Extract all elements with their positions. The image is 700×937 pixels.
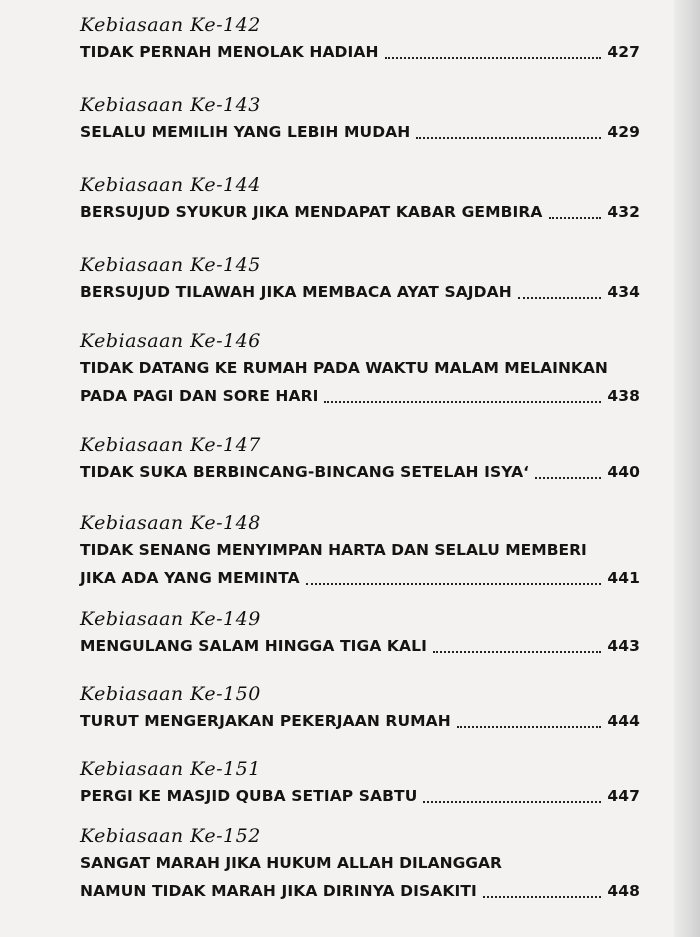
entry-title: TIDAK PERNAH MENOLAK HADIAH: [80, 43, 379, 61]
toc-entry-146: [80, 330, 640, 407]
page-number: 441: [607, 569, 640, 587]
entry-heading: Kebiasaan Ke-152: [80, 825, 261, 847]
toc-entry-142: [80, 14, 640, 63]
page-number: 444: [607, 712, 640, 730]
dot-leader: [385, 52, 602, 59]
entry-title-row[interactable]: [80, 711, 640, 732]
entry-heading: Kebiasaan Ke-147: [80, 434, 261, 456]
entry-title-line[interactable]: TIDAK DATANG KE RUMAH PADA WAKTU MALAM MELAINKAN: [80, 359, 608, 377]
dot-leader: [416, 132, 601, 139]
entry-heading: Kebiasaan Ke-150: [80, 683, 261, 705]
page-number: 434: [607, 283, 640, 301]
page-number: 443: [607, 637, 640, 655]
entry-title: PERGI KE MASJID QUBA SETIAP SABTU: [80, 787, 418, 805]
dot-leader: [483, 891, 601, 898]
entry-title-row[interactable]: [80, 568, 640, 589]
entry-title: TURUT MENGERJAKAN PEKERJAAN RUMAH: [80, 712, 451, 730]
dot-leader: [535, 472, 601, 479]
entry-heading: Kebiasaan Ke-148: [80, 512, 261, 534]
entry-heading: Kebiasaan Ke-144: [80, 174, 261, 196]
entry-title: BERSUJUD TILAWAH JIKA MEMBACA AYAT SAJDAH: [80, 283, 512, 301]
dot-leader: [457, 721, 602, 728]
dot-leader: [549, 212, 602, 219]
toc-entry-151: [80, 758, 640, 807]
dot-leader: [423, 796, 601, 803]
toc-entry-150: [80, 683, 640, 732]
entry-heading: Kebiasaan Ke-145: [80, 254, 261, 276]
page-number: 448: [607, 882, 640, 900]
entry-title: BERSUJUD SYUKUR JIKA MENDAPAT KABAR GEMBIRA: [80, 203, 543, 221]
entry-title-row[interactable]: [80, 42, 640, 63]
dot-leader: [306, 578, 602, 585]
toc-entry-152: [80, 825, 640, 902]
toc-entry-145: [80, 254, 640, 303]
entry-heading: Kebiasaan Ke-143: [80, 94, 261, 116]
entry-heading: Kebiasaan Ke-151: [80, 758, 261, 780]
page-number: 427: [607, 43, 640, 61]
entry-title: MENGULANG SALAM HINGGA TIGA KALI: [80, 637, 427, 655]
entry-title: TIDAK SUKA BERBINCANG-BINCANG SETELAH ISYA‘: [80, 463, 530, 481]
entry-title: SELALU MEMILIH YANG LEBIH MUDAH: [80, 123, 411, 141]
toc-entry-148: [80, 512, 640, 589]
entry-heading: Kebiasaan Ke-146: [80, 330, 261, 352]
entry-title: NAMUN TIDAK MARAH JIKA DIRINYA DISAKITI: [80, 882, 477, 900]
page-number: 447: [607, 787, 640, 805]
entry-title-row[interactable]: [80, 202, 640, 223]
entry-heading: Kebiasaan Ke-142: [80, 14, 261, 36]
dot-leader: [518, 292, 602, 299]
dot-leader: [324, 396, 601, 403]
page-number: 432: [607, 203, 640, 221]
page-edge-shadow: [674, 0, 700, 937]
toc-entry-147: [80, 434, 640, 483]
entry-title-row[interactable]: [80, 386, 640, 407]
page-number: 429: [607, 123, 640, 141]
toc-entry-144: [80, 174, 640, 223]
entry-title-row[interactable]: [80, 881, 640, 902]
entry-title: JIKA ADA YANG MEMINTA: [80, 569, 300, 587]
entry-title-row[interactable]: [80, 636, 640, 657]
entry-title-row[interactable]: [80, 282, 640, 303]
entry-title-row[interactable]: [80, 462, 640, 483]
entry-title-row[interactable]: [80, 786, 640, 807]
entry-title: PADA PAGI DAN SORE HARI: [80, 387, 319, 405]
page-number: 438: [607, 387, 640, 405]
entry-title-row[interactable]: [80, 122, 640, 143]
entry-heading: Kebiasaan Ke-149: [80, 608, 261, 630]
entry-title-line[interactable]: TIDAK SENANG MENYIMPAN HARTA DAN SELALU MEMBERI: [80, 541, 587, 559]
toc-entry-149: [80, 608, 640, 657]
page-number: 440: [607, 463, 640, 481]
entry-title-line[interactable]: SANGAT MARAH JIKA HUKUM ALLAH DILANGGAR: [80, 854, 502, 872]
toc-entry-143: [80, 94, 640, 143]
dot-leader: [433, 646, 601, 653]
